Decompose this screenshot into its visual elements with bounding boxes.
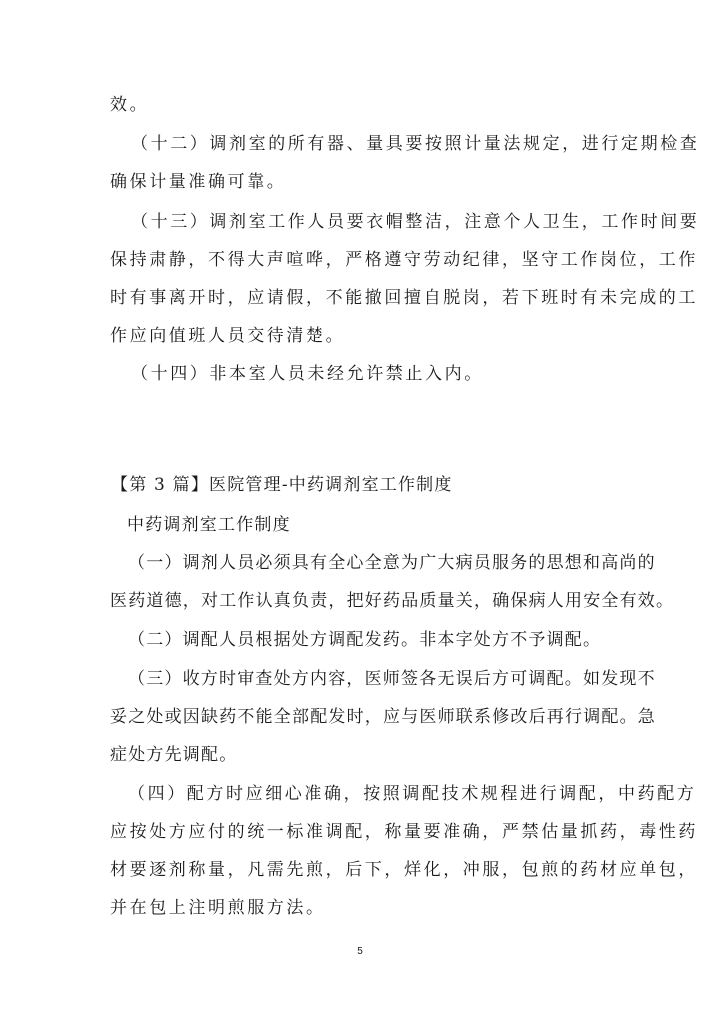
section-subtitle: 中药调剂室工作制度	[127, 515, 291, 535]
section-heading: 【第 3 篇】医院管理-中药调剂室工作制度	[111, 475, 453, 495]
paragraph-line: （十三）调剂室工作人员要衣帽整洁，注意个人卫生，工作时间要	[131, 212, 700, 232]
paragraph-line: 材要逐剂称量，凡需先煎，后下，烊化，冲服，包煎的药材应单包，	[110, 860, 698, 880]
paragraph-line: 保持肃静，不得大声喧哗，严格遵守劳动纪律，坚守工作岗位，工作	[110, 250, 698, 270]
paragraph-line: 应按处方应付的统一标准调配，称量要准确，严禁估量抓药，毒性药	[110, 822, 698, 842]
paragraph-line: 时有事离开时，应请假，不能撤回擅自脱岗，若下班时有未完成的工	[110, 288, 698, 308]
paragraph-line: 效。	[110, 95, 150, 115]
paragraph-line: 医药道德，对工作认真负责，把好药品质量关，确保病人用安全有效。	[110, 591, 675, 611]
page-number: 5	[357, 946, 363, 957]
paragraph-line: （十四）非本室人员未经允许禁止入内。	[131, 364, 484, 384]
paragraph-line: 并在包上注明煎服方法。	[110, 898, 326, 918]
paragraph-line: （二）调配人员根据处方调配发药。非本字处方不予调配。	[128, 630, 602, 650]
paragraph-line: 妥之处或因缺药不能全部配发时，应与医师联系修改后再行调配。急	[110, 707, 656, 727]
paragraph-line: 确保计量准确可靠。	[110, 172, 287, 192]
paragraph-line: （十二）调剂室的所有器、量具要按照计量法规定，进行定期检查	[131, 134, 700, 154]
paragraph-line: 症处方先调配。	[110, 745, 238, 765]
paragraph-line: （三）收方时审查处方内容，医师签各无误后方可调配。如发现不	[128, 669, 656, 689]
paragraph-line: （四）配方时应细心准确，按照调配技术规程进行调配，中药配方	[128, 784, 697, 804]
paragraph-line: 作应向值班人员交待清楚。	[110, 326, 346, 346]
paragraph-line: （一）调剂人员必须具有全心全意为广大病员服务的思想和高尚的	[128, 553, 656, 573]
